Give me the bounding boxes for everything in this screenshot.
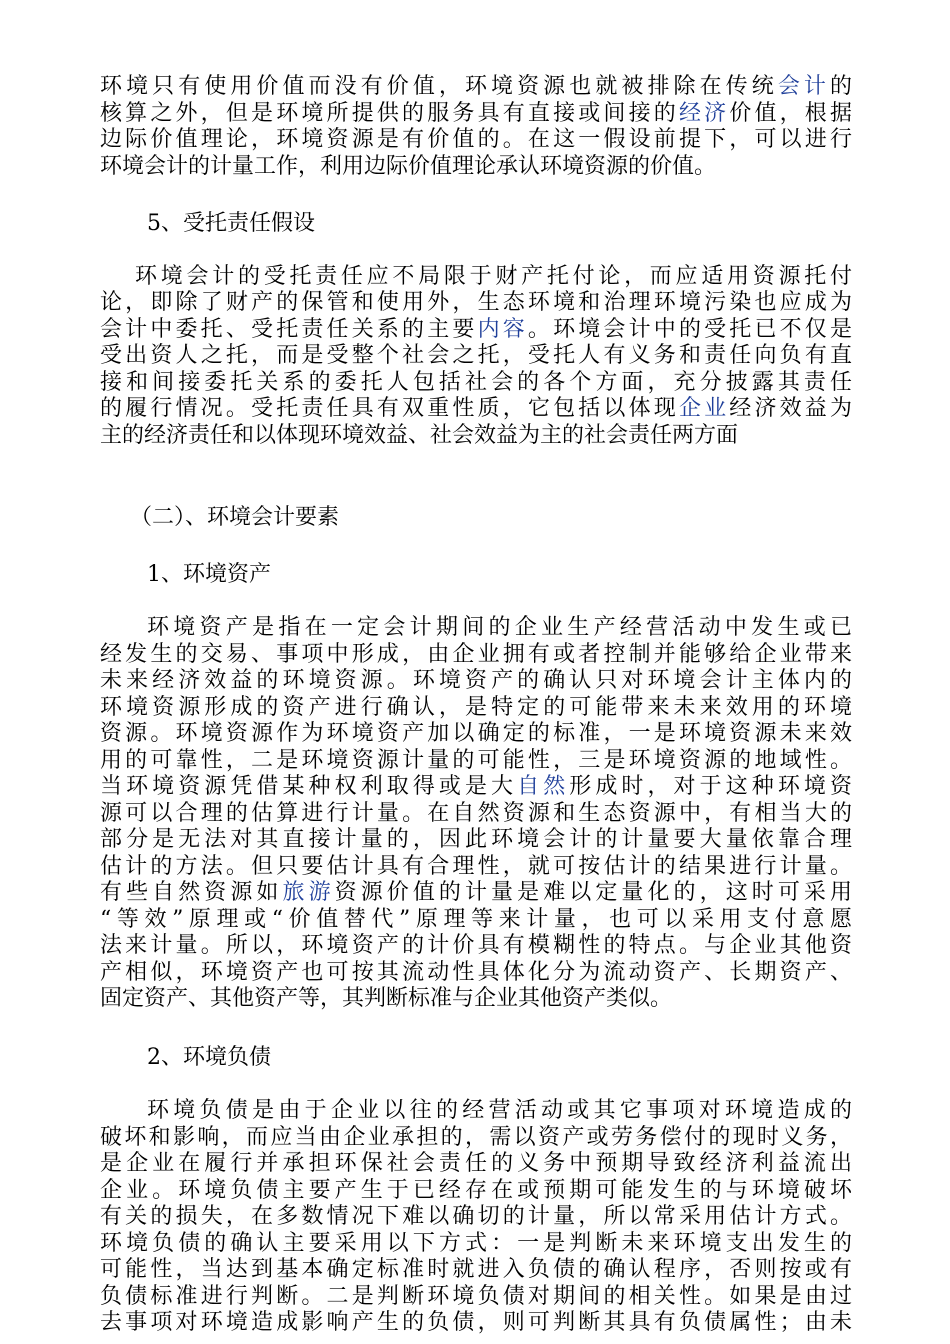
text-run: 法来计量。所以，环境资产的计价具有模糊性的特点。与企业其他资: [100, 933, 852, 958]
text-line: [100, 1257, 852, 1284]
text-line: [100, 290, 852, 317]
text-run: 未来经济效益的环境资源。环境资产的确认只对环境会计主体内的: [100, 668, 852, 693]
text-line: [100, 264, 852, 291]
text-run: 可能性，当达到基本确定标准时就进入负债的确认程序，否则按或有: [100, 1257, 852, 1282]
text-line: [100, 801, 852, 828]
text-line: [100, 396, 852, 423]
inline-link[interactable]: 自然: [517, 774, 570, 799]
text-run: 去事项对环境造成影响产生的负债，则可判断其具有负债属性；由未: [100, 1310, 852, 1335]
inline-link[interactable]: 会计: [777, 74, 830, 99]
text-line: [100, 748, 852, 775]
heading-environmental-liabilities: 2、环境负债: [147, 1044, 271, 1070]
text-line: [100, 74, 852, 101]
text-run: 源可以合理的估算进行计量。在自然资源和生态资源中，有相当大的: [100, 800, 852, 826]
text-run: 是企业在履行并承担环保社会责任的义务中预期导致经济利益流出: [100, 1151, 852, 1176]
text-run: 接和间接委托关系的委托人包括社会的各个方面，充分披露其责任: [100, 369, 852, 395]
text-line: [100, 986, 852, 1013]
text-run: 有关的损失，在多数情况下难以确切的计量，所以常采用估计方式。: [100, 1204, 852, 1229]
text-run: 价值，根据: [729, 100, 852, 126]
inline-link[interactable]: 旅游: [282, 880, 335, 905]
text-line: [100, 101, 852, 128]
paragraph-environment-value: [100, 74, 852, 180]
inline-link[interactable]: 经济: [678, 100, 730, 126]
text-run: 环境只有使用价值而没有价值，环境资源也就被排除在传统: [100, 74, 778, 99]
text-run: 主的经济责任和以体现环境效益、社会效益为主的社会责任两方面: [100, 422, 739, 448]
heading-accounting-elements: （二）、环境会计要素: [130, 505, 340, 530]
paragraph-environmental-liabilities: [100, 1098, 852, 1337]
text-line: [100, 960, 852, 987]
text-run: 环境资产是指在一定会计期间的企业生产经营活动中发生或已: [147, 615, 852, 640]
text-run: 论，即除了财产的保管和使用外，生态环境和治理环境污染也应成为: [100, 290, 852, 315]
text-line: [100, 907, 852, 934]
text-run: 破坏和影响，而应当由企业承担的，需以资产或劳务偿付的现时义务，: [100, 1124, 852, 1150]
text-line: [100, 423, 852, 450]
text-line: [100, 343, 852, 370]
inline-link[interactable]: 内容: [477, 316, 528, 342]
text-line: [100, 774, 852, 801]
text-run: 当环境资源凭借某种权利取得或是大: [100, 774, 518, 799]
text-run: 经济效益为: [729, 396, 852, 421]
text-line: [100, 880, 852, 907]
text-line: [100, 1178, 852, 1205]
text-line: [100, 1284, 852, 1311]
text-run: “等效”原理或“价值替代”原理等来计量，也可以采用支付意愿: [100, 906, 852, 932]
text-run: 环境会计的计量工作，利用边际价值理论承认环境资源的价值。: [100, 153, 717, 179]
text-line: [100, 668, 852, 695]
inline-link[interactable]: 企业: [678, 396, 730, 421]
text-run: 用的可靠性，二是环境资源计量的可能性，三是环境资源的地域性。: [100, 747, 852, 773]
text-line: [100, 317, 852, 344]
text-run: 受出资人之托，而是受整个社会之托，受托人有义务和责任向负有直: [100, 343, 852, 368]
text-run: 产相似，环境资产也可按其流动性具体化分为流动资产、长期资产、: [100, 959, 852, 985]
text-run: 会计中委托、受托责任关系的主要: [100, 316, 478, 342]
text-line: [100, 721, 852, 748]
heading-fiduciary-assumption: 5、受托责任假设: [147, 211, 315, 236]
text-line: [100, 1204, 852, 1231]
text-line: [100, 854, 852, 881]
document-page: [100, 74, 852, 1337]
text-run: 负债标准进行判断。二是判断环境负债对期间的相关性。如果是由过: [100, 1283, 852, 1309]
text-run: 资源价值的计量是难以定量化的，这时可采用: [334, 880, 852, 905]
text-line: [100, 1125, 852, 1152]
text-run: 环境负债的确认主要采用以下方式：一是判断未来环境支出发生的: [100, 1230, 852, 1256]
text-line: [100, 1231, 852, 1258]
text-line: [100, 827, 852, 854]
text-line: [100, 370, 852, 397]
heading-environmental-assets: 1、环境资产: [147, 561, 271, 587]
text-run: 资源。环境资源作为环境资产加以确定的标准，一是环境资源未来效: [100, 721, 852, 746]
text-run: 的履行情况。受托责任具有双重性质，它包括以体现: [100, 396, 679, 421]
text-run: 估计的方法。但只要估计具有合理性，就可按估计的结果进行计量。: [100, 853, 852, 879]
text-run: 环境负债是由于企业以往的经营活动或其它事项对环境造成的: [147, 1098, 852, 1123]
text-line: [100, 1310, 852, 1337]
text-run: 环境资源形成的资产进行确认，是特定的可能带来未来效用的环境: [100, 694, 852, 720]
text-run: 的: [829, 74, 852, 99]
text-run: 环境会计的受托责任应不局限于财产托付论，而应适用资源托付: [135, 263, 852, 289]
paragraph-fiduciary-responsibility: [100, 264, 852, 450]
text-run: 企业。环境负债主要产生于已经存在或预期可能发生的与环境破坏: [100, 1177, 852, 1203]
text-line: [100, 615, 852, 642]
text-run: 部分是无法对其直接计量的，因此环境会计的计量要大量依靠合理: [100, 827, 852, 852]
text-line: [100, 695, 852, 722]
text-line: [100, 154, 852, 181]
text-run: 核算之外，但是环境所提供的服务具有直接或间接的: [100, 100, 679, 126]
text-line: [100, 1151, 852, 1178]
text-line: [100, 1098, 852, 1125]
text-line: [100, 642, 852, 669]
text-run: 边际价值理论，环境资源是有价值的。在这一假设前提下，可以进行: [100, 127, 852, 152]
text-run: 经发生的交易、事项中形成，由企业拥有或者控制并能够给企业带来: [100, 641, 852, 667]
text-line: [100, 933, 852, 960]
text-run: 形成时，对于这种环境资: [569, 774, 852, 799]
text-run: 固定资产、其他资产等，其判断标准与企业其他资产类似。: [100, 986, 673, 1011]
text-run: 有些自然资源如: [100, 880, 283, 905]
paragraph-environmental-assets: [100, 615, 852, 1013]
text-run: 。环境会计中的受托已不仅是: [527, 316, 852, 342]
text-line: [100, 127, 852, 154]
